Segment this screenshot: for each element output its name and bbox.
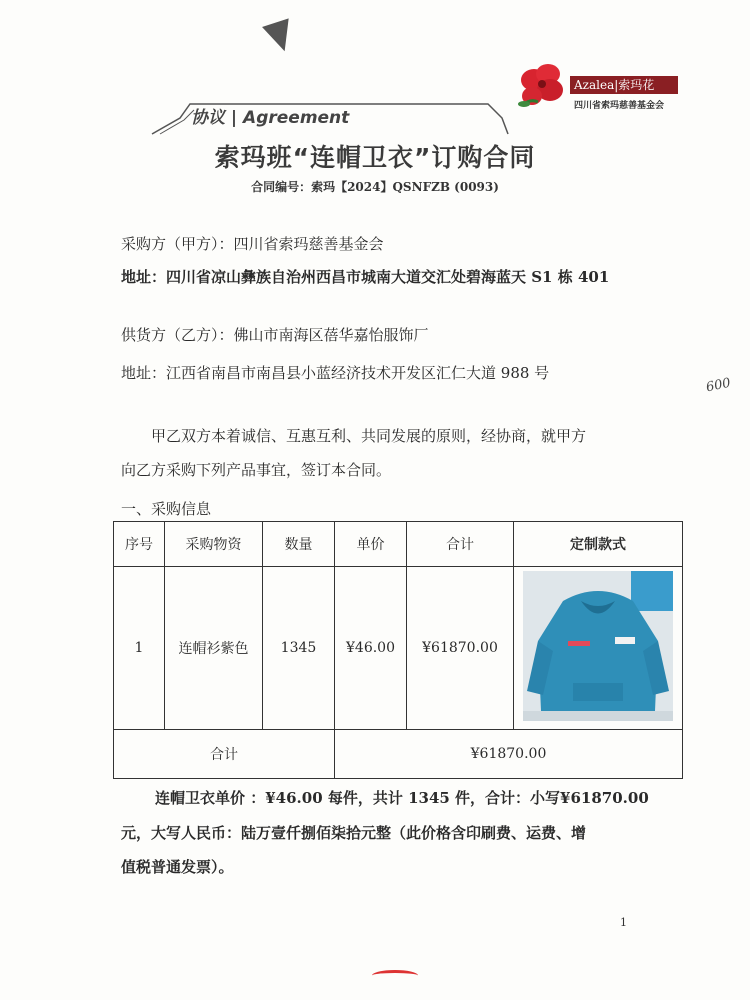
procurement-table xyxy=(113,521,683,779)
hoodie-photo-icon xyxy=(523,571,673,721)
header-qty: 数量 xyxy=(263,522,335,567)
sum-label: 合计 xyxy=(114,730,335,779)
header-item: 采购物资 xyxy=(165,522,263,567)
supplier-line: 供货方（乙方）：佛山市南海区蓓华嘉怡服饰厂 xyxy=(121,326,429,344)
cell-seq: 1 xyxy=(114,567,165,730)
contract-title: 索玛班“连帽卫衣”订购合同 xyxy=(214,143,536,172)
handwritten-note: 600 xyxy=(704,375,733,396)
agreement-label: 协议 | Agreement xyxy=(191,108,350,128)
contract-number: 合同编号：索玛【2024】QSNFZB (0093) xyxy=(251,180,499,194)
buyer-address: 地址：四川省凉山彝族自治州西昌市城南大道交汇处碧海蓝天 S1 栋 401 xyxy=(121,268,610,286)
header-total: 合计 xyxy=(407,522,514,567)
table-sum-row xyxy=(114,730,683,779)
cell-price: ¥46.00 xyxy=(335,567,407,730)
cell-qty: 1345 xyxy=(263,567,335,730)
header-price: 单价 xyxy=(335,522,407,567)
cell-item: 连帽衫紫色 xyxy=(165,567,263,730)
summary-line-2: 元，大写人民币：陆万壹仟捌佰柒拾元整（此价格含印刷费、运费、增 xyxy=(121,824,587,842)
foundation-logo xyxy=(516,58,676,116)
scan-bottom-mark xyxy=(372,970,418,981)
azalea-flower-icon xyxy=(516,58,568,110)
section-title-procurement: 一、采购信息 xyxy=(121,500,212,518)
scan-corner-mark xyxy=(262,18,298,55)
summary-line-3: 值税普通发票）。 xyxy=(121,858,234,876)
intro-line-2: 向乙方采购下列产品事宜，签订本合同。 xyxy=(121,461,392,479)
page-number: 1 xyxy=(620,916,627,929)
sum-value: ¥61870.00 xyxy=(335,730,683,779)
cell-style xyxy=(514,567,683,730)
cell-total: ¥61870.00 xyxy=(407,567,514,730)
header-style: 定制款式 xyxy=(514,522,683,567)
table-row xyxy=(114,567,683,730)
table-header-row xyxy=(114,522,683,567)
logo-brand-text: Azalea|索玛花 xyxy=(570,76,678,94)
intro-line-1: 甲乙双方本着诚信、互惠互利、共同发展的原则，经协商，就甲方 xyxy=(151,427,587,445)
header-seq: 序号 xyxy=(114,522,165,567)
summary-line-1: 连帽卫衣单价 ：¥46.00 每件，共计 1345 件，合计：小写¥61870.00 xyxy=(155,789,649,807)
logo-org-text: 四川省索玛慈善基金会 xyxy=(574,101,665,111)
supplier-address: 地址：江西省南昌市南昌县小蓝经济技术开发区汇仁大道 988 号 xyxy=(121,364,550,382)
buyer-line: 采购方（甲方）：四川省索玛慈善基金会 xyxy=(121,235,384,253)
